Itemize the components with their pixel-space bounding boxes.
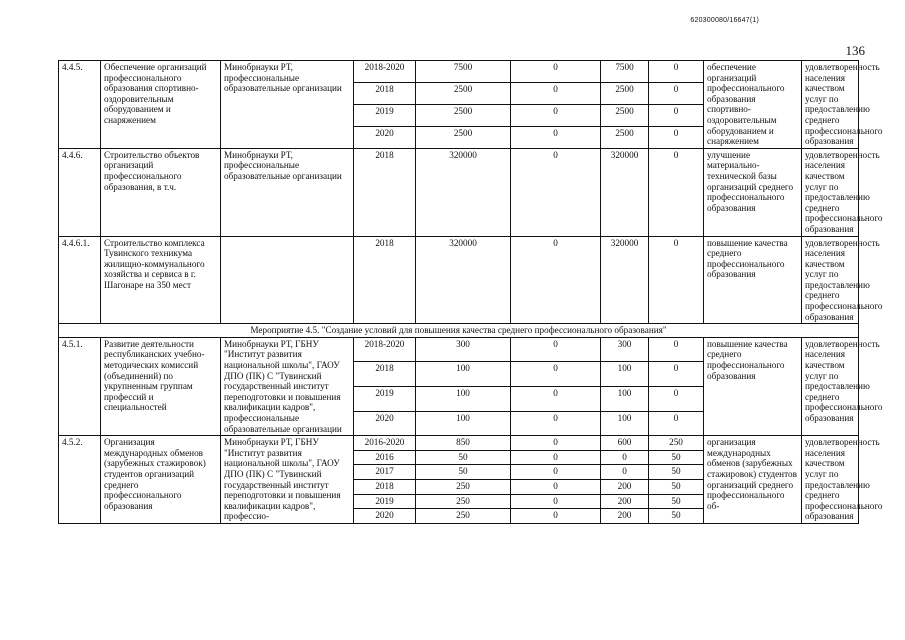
cell-year: 2018-2020 <box>354 61 416 83</box>
cell-federal: 0 <box>511 61 601 83</box>
cell-republic: 2500 <box>601 104 649 126</box>
cell-total: 250 <box>416 494 511 509</box>
cell-federal: 0 <box>511 509 601 524</box>
document-id: 620300080/16647(1) <box>690 17 759 24</box>
cell-republic: 600 <box>601 436 649 451</box>
program-table <box>58 60 883 524</box>
cell-federal: 0 <box>511 126 601 148</box>
cell-republic: 2500 <box>601 82 649 104</box>
item-name: Строительство комплекса Тувинского техникума жилищно-коммунального хозяйства и сервиса в г. Шагонаре на 350 мест <box>101 236 221 324</box>
cell-other: 0 <box>649 126 704 148</box>
cell-year: 2020 <box>354 411 416 436</box>
cell-federal: 0 <box>511 387 601 412</box>
cell-total: 7500 <box>416 61 511 83</box>
cell-federal: 0 <box>511 411 601 436</box>
table-row <box>59 337 859 362</box>
cell-other: 50 <box>649 509 704 524</box>
cell-other: 0 <box>649 362 704 387</box>
cell-republic: 100 <box>601 387 649 412</box>
cell-republic: 100 <box>601 362 649 387</box>
cell-federal: 0 <box>511 337 601 362</box>
cell-total: 50 <box>416 450 511 465</box>
cell-year: 2018 <box>354 480 416 495</box>
cell-federal: 0 <box>511 494 601 509</box>
cell-republic: 200 <box>601 509 649 524</box>
cell-federal: 0 <box>511 480 601 495</box>
cell-federal: 0 <box>511 465 601 480</box>
cell-republic: 2500 <box>601 126 649 148</box>
cell-year: 2017 <box>354 465 416 480</box>
item-name: Организация международных обменов (зарубежных стажировок) студентов организаций среднего профессионального образования <box>101 436 221 524</box>
cell-total: 320000 <box>416 148 511 236</box>
cell-year: 2018 <box>354 362 416 387</box>
item-executor: Минобрнауки РТ, профессиональные образовательные организации <box>221 61 354 149</box>
cell-total: 100 <box>416 362 511 387</box>
cell-federal: 0 <box>511 148 601 236</box>
cell-republic: 300 <box>601 337 649 362</box>
item-name: Строительство объектов организаций профессионального образования, в т.ч. <box>101 148 221 236</box>
cell-other: 0 <box>649 337 704 362</box>
cell-other: 50 <box>649 494 704 509</box>
cell-other: 0 <box>649 82 704 104</box>
item-indicator: удовлетворенность населения качеством услуг по предоставлению среднего профессионального образования <box>802 236 859 324</box>
item-code: 4.4.5. <box>59 61 101 149</box>
cell-other: 50 <box>649 465 704 480</box>
cell-republic: 320000 <box>601 148 649 236</box>
cell-federal: 0 <box>511 82 601 104</box>
cell-republic: 200 <box>601 494 649 509</box>
cell-other: 0 <box>649 236 704 324</box>
item-result: повышение качества среднего профессионального образования <box>704 337 802 435</box>
table-row <box>59 148 859 236</box>
item-name: Развитие деятельности республиканских учебно-методических комиссий (объединений) по укрупненным группам профессий и специальностей <box>101 337 221 435</box>
cell-federal: 0 <box>511 236 601 324</box>
item-result: организация международных обменов (зарубежных стажировок) студентов организаций среднего профессионального об- <box>704 436 802 524</box>
cell-total: 100 <box>416 411 511 436</box>
event-row <box>59 324 859 338</box>
cell-total: 250 <box>416 509 511 524</box>
item-indicator: удовлетворенность населения качеством услуг по предоставлению среднего профессионального образования <box>802 337 859 435</box>
cell-year: 2019 <box>354 104 416 126</box>
cell-other: 0 <box>649 104 704 126</box>
cell-other: 0 <box>649 411 704 436</box>
cell-total: 2500 <box>416 82 511 104</box>
item-executor: Минобрнауки РТ, ГБНУ "Институт развития национальной школы", ГАОУ ДПО (ПК) С "Тувинский государственный институт переподготовки и повышения квалификации кадров", профессиональные образовательные организации <box>221 337 354 435</box>
item-result: улучшение материально-технической базы организаций среднего профессионального образования <box>704 148 802 236</box>
cell-republic: 320000 <box>601 236 649 324</box>
cell-republic: 0 <box>601 450 649 465</box>
cell-republic: 200 <box>601 480 649 495</box>
cell-year: 2019 <box>354 387 416 412</box>
cell-year: 2020 <box>354 509 416 524</box>
item-executor <box>221 236 354 324</box>
item-name: Обеспечение организаций профессионального образования спортивно-оздоровительным оборудованием и снаряжением <box>101 61 221 149</box>
cell-federal: 0 <box>511 436 601 451</box>
item-executor: Минобрнауки РТ, профессиональные образовательные организации <box>221 148 354 236</box>
item-indicator: удовлетворенность населения качеством услуг по предоставлению среднего профессионального образования <box>802 436 859 524</box>
cell-total: 250 <box>416 480 511 495</box>
cell-year: 2016 <box>354 450 416 465</box>
cell-other: 250 <box>649 436 704 451</box>
item-code: 4.5.1. <box>59 337 101 435</box>
table-row <box>59 436 859 451</box>
page-number: 136 <box>845 43 865 58</box>
cell-total: 300 <box>416 337 511 362</box>
cell-year: 2018 <box>354 148 416 236</box>
item-result: обеспечение организаций профессионального образования спортивно-оздоровительным оборудованием и снаряжением <box>704 61 802 149</box>
cell-other: 0 <box>649 61 704 83</box>
cell-federal: 0 <box>511 362 601 387</box>
cell-total: 2500 <box>416 104 511 126</box>
cell-year: 2020 <box>354 126 416 148</box>
cell-year: 2016-2020 <box>354 436 416 451</box>
cell-other: 0 <box>649 148 704 236</box>
cell-other: 0 <box>649 387 704 412</box>
cell-total: 2500 <box>416 126 511 148</box>
cell-republic: 100 <box>601 411 649 436</box>
cell-total: 850 <box>416 436 511 451</box>
table-row <box>59 236 859 324</box>
cell-total: 100 <box>416 387 511 412</box>
cell-total: 50 <box>416 465 511 480</box>
cell-republic: 7500 <box>601 61 649 83</box>
cell-total: 320000 <box>416 236 511 324</box>
cell-year: 2018 <box>354 236 416 324</box>
cell-republic: 0 <box>601 465 649 480</box>
item-code: 4.4.6.1. <box>59 236 101 324</box>
table-body <box>59 61 883 524</box>
cell-year: 2018-2020 <box>354 337 416 362</box>
item-executor: Минобрнауки РТ, ГБНУ "Институт развития национальной школы", ГАОУ ДПО (ПК) С "Тувинский государственный институт переподготовки и повышения квалификации кадров", профессио- <box>221 436 354 524</box>
event-title: Мероприятие 4.5. "Создание условий для повышения качества среднего профессионального образования" <box>59 324 859 338</box>
cell-other: 50 <box>649 450 704 465</box>
cell-year: 2019 <box>354 494 416 509</box>
cell-federal: 0 <box>511 104 601 126</box>
cell-other: 50 <box>649 480 704 495</box>
cell-federal: 0 <box>511 450 601 465</box>
item-result: повышение качества среднего профессионального образования <box>704 236 802 324</box>
item-code: 4.5.2. <box>59 436 101 524</box>
table-row <box>59 61 859 83</box>
item-code: 4.4.6. <box>59 148 101 236</box>
cell-year: 2018 <box>354 82 416 104</box>
item-indicator: удовлетворенность населения качеством услуг по предоставлению среднего профессионального образования <box>802 148 859 236</box>
item-indicator: удовлетворенность населения качеством услуг по предоставлению среднего профессионального образования <box>802 61 859 149</box>
